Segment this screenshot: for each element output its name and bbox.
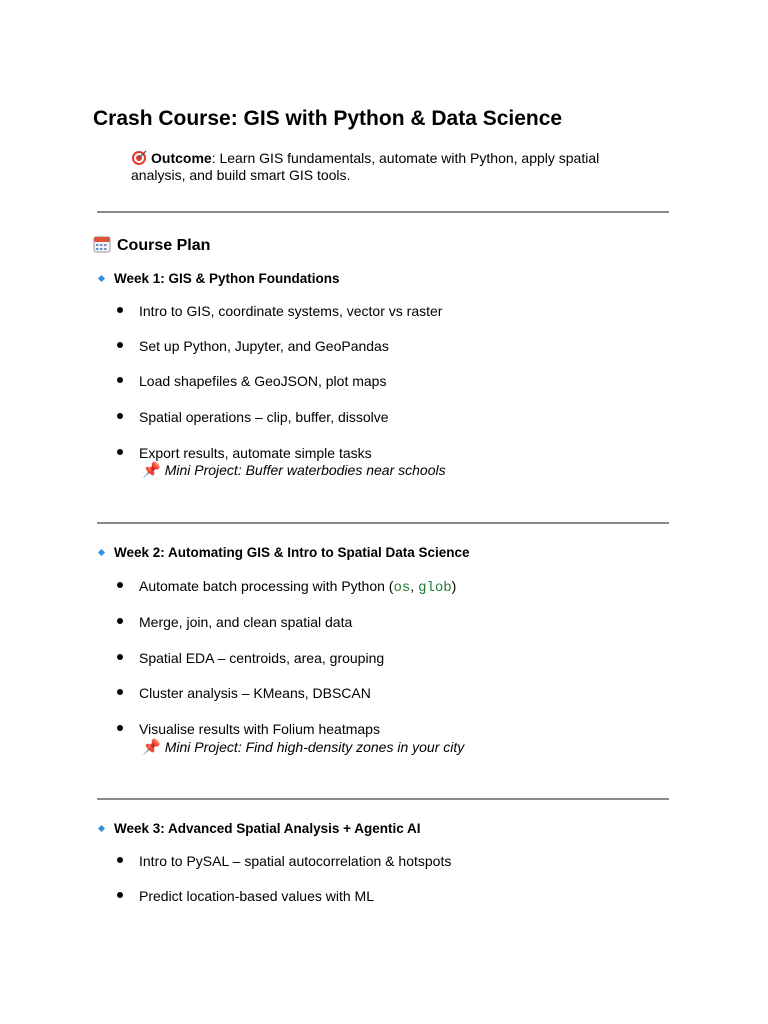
- bullet-icon: [117, 725, 123, 731]
- list-item: Set up Python, Jupyter, and GeoPandas: [117, 337, 389, 355]
- outcome-text: : Learn GIS fundamentals, automate with Python, apply spatial analysis, and build smart GIS tools.: [131, 150, 600, 183]
- course-plan-label: Course Plan: [117, 237, 211, 254]
- calendar-icon: [93, 235, 111, 253]
- blue-diamond-icon: [98, 825, 105, 832]
- outcome-paragraph: [131, 150, 651, 184]
- week-1-title: Week 1: GIS & Python Foundations: [114, 271, 340, 286]
- bullet-icon: [117, 342, 123, 348]
- week-3-title: Week 3: Advanced Spatial Analysis + Agentic AI: [114, 821, 421, 836]
- list-item: Spatial operations – clip, buffer, dissolve: [117, 408, 389, 426]
- week-2-heading: [97, 545, 470, 560]
- course-plan-heading: [93, 235, 210, 255]
- week-3-heading: [97, 821, 420, 836]
- list-item: Visualise results with Folium heatmaps: [117, 720, 380, 738]
- blue-diamond-icon: [98, 549, 105, 556]
- code-term: os: [393, 580, 411, 596]
- mini-project-1: 📌 Mini Project: Buffer waterbodies near schools: [142, 462, 446, 479]
- bullet-icon: [117, 413, 123, 419]
- divider: [97, 522, 669, 524]
- pushpin-icon: 📌: [142, 462, 161, 479]
- bullet-icon: [117, 618, 123, 624]
- divider: [97, 211, 669, 213]
- week-2-title: Week 2: Automating GIS & Intro to Spatial Data Science: [114, 545, 470, 560]
- list-item: Export results, automate simple tasks: [117, 444, 372, 462]
- week-1-heading: [97, 271, 340, 286]
- list-item: Cluster analysis – KMeans, DBSCAN: [117, 684, 371, 702]
- list-item: Automate batch processing with Python (os, glob): [117, 577, 456, 597]
- list-item: Spatial EDA – centroids, area, grouping: [117, 649, 384, 667]
- bullet-icon: [117, 582, 123, 588]
- target-icon: [131, 150, 147, 166]
- pushpin-icon: 📌: [142, 739, 161, 756]
- bullet-icon: [117, 857, 123, 863]
- bullet-icon: [117, 892, 123, 898]
- bullet-icon: [117, 449, 123, 455]
- outcome-label: Outcome: [151, 150, 212, 166]
- list-item: Merge, join, and clean spatial data: [117, 613, 352, 631]
- bullet-icon: [117, 654, 123, 660]
- bullet-icon: [117, 377, 123, 383]
- page-title: Crash Course: GIS with Python & Data Science: [93, 107, 563, 130]
- code-term: glob: [418, 580, 452, 596]
- mini-project-2: 📌 Mini Project: Find high-density zones in your city: [142, 739, 465, 756]
- list-item: Intro to PySAL – spatial autocorrelation & hotspots: [117, 852, 451, 870]
- bullet-icon: [117, 689, 123, 695]
- list-item: Predict location-based values with ML: [117, 887, 374, 905]
- list-item: Intro to GIS, coordinate systems, vector vs raster: [117, 302, 442, 320]
- list-item: Load shapefiles & GeoJSON, plot maps: [117, 372, 386, 390]
- blue-diamond-icon: [98, 275, 105, 282]
- divider: [97, 798, 669, 800]
- bullet-icon: [117, 307, 123, 313]
